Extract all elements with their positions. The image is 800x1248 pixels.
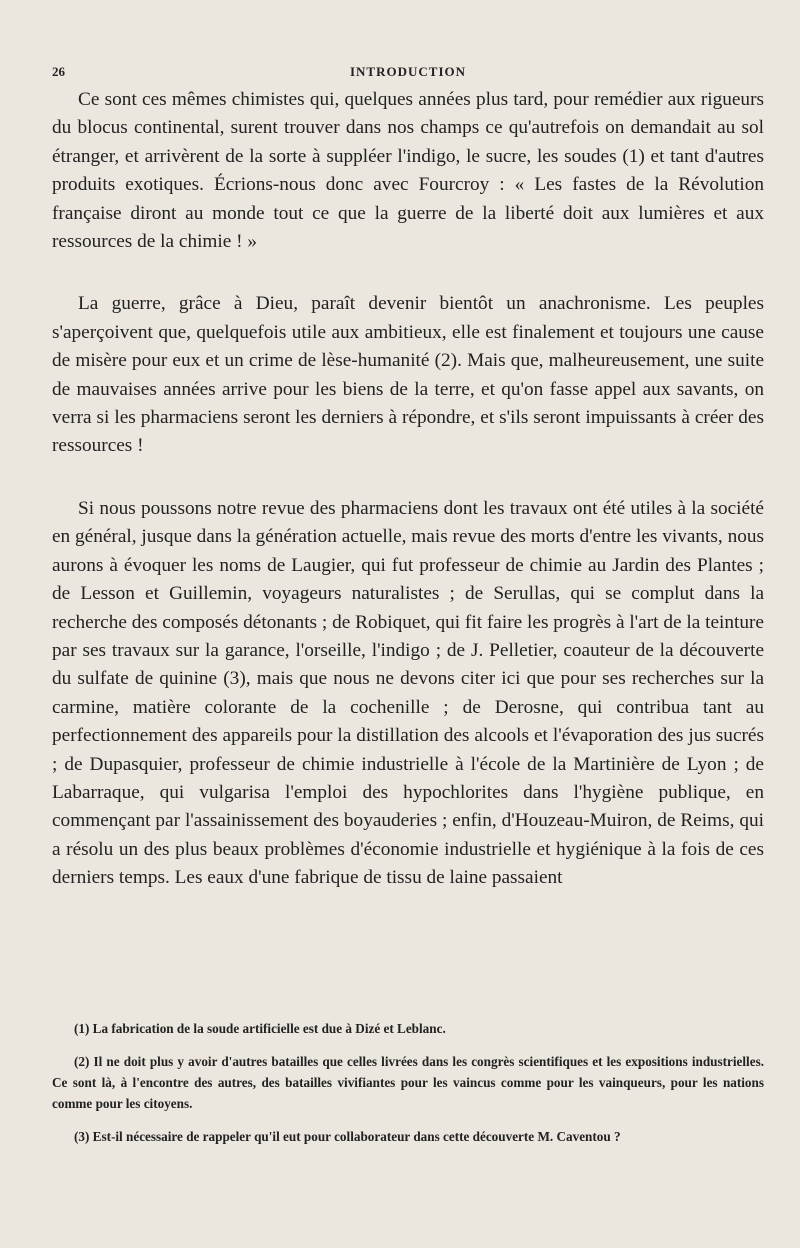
running-head: INTRODUCTION [349,64,466,79]
paragraph-2: La guerre, grâce à Dieu, paraît devenir bientôt un anachronisme. Les peuples s'aperçoivent que, quelquefois utile aux ambitieux, elle est finalement et toujours une cause de misère pour eux et un crime de lèse-humanité (2). Mais que, malheureusement, une suite de mauvaises années arrive pour les biens de la terre, et qu'on fasse appel aux savants, on verra si les pharmaciens seront les derniers à répondre, et s'ils seront impuissants à créer des ressources ! [52,293,764,457]
footnotes [52,1018,764,1159]
paragraph-3: Si nous poussons notre revue des pharmaciens dont les travaux ont été utiles à la société en général, jusque dans la génération actuelle, mais revue des morts d'entre les vivants, nous aurons à évoquer les noms de Laugier, qui fut professeur de chimie au Jardin des Plantes ; de Lesson et Guillemin, voyageurs naturalistes ; de Serullas, qui se complut dans la recherche des composés détonants ; de Robiquet, qui fit faire les progrès à l'art de la teinture par ses travaux sur la garance, l'orseille, l'indigo ; de J. Pelletier, coauteur de la découverte du sulfate de quinine (3), mais que nous ne devons citer ici que pour ses recherches sur la carmine, matière colorante de la cochenille ; de Derosne, qui contribua tant au perfectionnement des appareils pour la distillation des alcools et l'évaporation des jus sucrés ; de Dupasquier, professeur de chimie industrielle à l'école de la Martinière de Lyon ; de Labarraque, qui vulgarisa l'emploi des hypochlorites dans l'hygiène publique, en commençant par l'assainissement des boyauderies ; enfin, d'Houzeau-Muiron, de Reims, qui a résolu un des plus beaux problèmes d'économie industrielle et hygiénique à la fois de ces derniers temps. Les eaux d'une fabrique de tissu de laine passaient [52,497,764,889]
paragraph-1: Ce sont ces mêmes chimistes qui, quelques années plus tard, pour remédier aux rigueurs du blocus continental, surent trouver dans nos champs ce qu'autrefois on demandait au sol étranger, et arrivèrent de la sorte à suppléer l'indigo, le sucre, les soudes (1) et tant d'autres produits exotiques. Écrions-nous donc avec Fourcroy : « Les fastes de la Révolution française diront au monde tout ce que la guerre de la liberté doit aux lumières et aux ressources de la chimie ! » [52,89,764,253]
footnote-3: (3) Est-il nécessaire de rappeler qu'il eut pour collaborateur dans cette découverte M. Caventou ? [74,1129,621,1144]
page-number: 26 [52,64,65,79]
footnote-1: (1) La fabrication de la soude artificielle est due à Dizé et Leblanc. [74,1021,446,1036]
body-text [52,86,764,893]
footnote-2: (2) Il ne doit plus y avoir d'autres batailles que celles livrées dans les congrès scientifiques et les expositions industrielles. Ce sont là, à l'encontre des autres, des batailles vivifiantes pour les vaincus comme pour les vainqueurs, pour les nations comme pour les citoyens. [52,1054,764,1111]
page-header [52,64,764,84]
